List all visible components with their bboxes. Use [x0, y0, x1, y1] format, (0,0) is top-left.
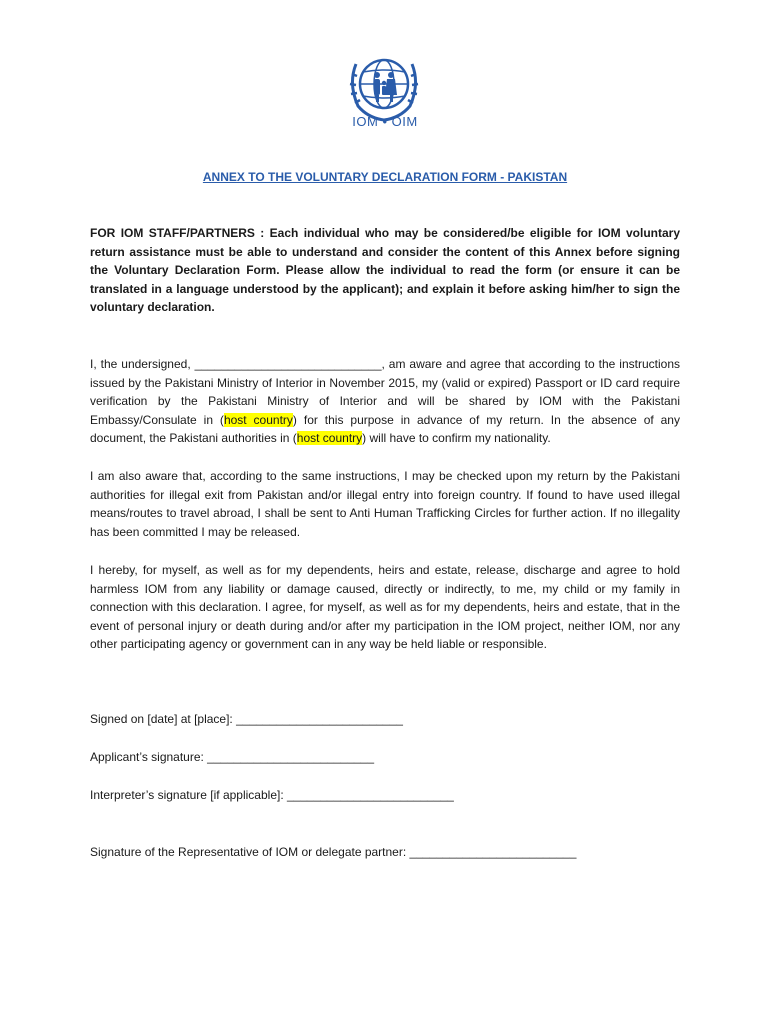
declaration-paragraph-1 — [90, 355, 680, 448]
declaration-paragraph-2: I am also aware that, according to the same instructions, I may be checked upon my return by the Pakistani authorities for illegal exit from Pakistan and/or illegal entry into foreign country. If found to have used illegal means/routes to travel abroad, I shall be sent to Anti Human Trafficking Circles for further action. If no illegality has been committed I may be released. — [90, 469, 680, 539]
host-country-highlight: host country — [223, 412, 293, 427]
host-country-highlight: host country — [296, 431, 363, 446]
declaration-paragraph-3: I hereby, for myself, as well as for my dependents, heirs and estate, release, discharge and agree to hold harmless IOM from any liability or damage caused, directly or indirectly, to me, my child or my family in connection with this declaration. I agree, for myself, as well as for my dependents, heirs and estate, that in the event of personal injury or death during and/or after my participation in the IOM project, neither IOM, nor any other participating agency or government can in any way be held liable or responsible. — [90, 563, 680, 652]
representative-signature-line: Signature of the Representative of IOM or delegate partner: _________________________ — [90, 845, 577, 859]
signed-on-line: Signed on [date] at [place]: _________________________ — [90, 712, 403, 726]
staff-note: FOR IOM STAFF/PARTNERS : Each individual who may be considered/be eligible for IOM voluntary return assistance must be able to understand and consider the content of this Annex before signing the Voluntary Declaration Form. Please allow the individual to read the form (or ensure it can be translated in a language understood by the applicant); and explain it before asking him/her to sign the voluntary declaration. — [90, 226, 680, 315]
interpreter-signature-line: Interpreter’s signature [if applicable]: _________________________ — [90, 788, 454, 802]
paragraph-text: I, the undersigned, ____________________________, am aware and agree that according to the instructions issued by the Pakistani Ministry of Interior in November 2015, my (valid or expired) Passport or ID card require verification by the Pakistani Ministry of Interior and will be shared by IOM with the Pakistani Embassy/Consulate in ( — [90, 357, 680, 427]
paragraph-text: ) will have to confirm my nationality. — [362, 431, 551, 446]
document-title: ANNEX TO THE VOLUNTARY DECLARATION FORM - PAKISTAN — [202, 170, 568, 184]
paragraph-text: ) for this purpose in advance of my return. In the absence of any document, the Pakistani authorities in ( — [90, 412, 680, 446]
applicant-signature-line: Applicant’s signature: _________________________ — [90, 750, 375, 764]
logo-text: IOM • OIM — [352, 114, 418, 129]
